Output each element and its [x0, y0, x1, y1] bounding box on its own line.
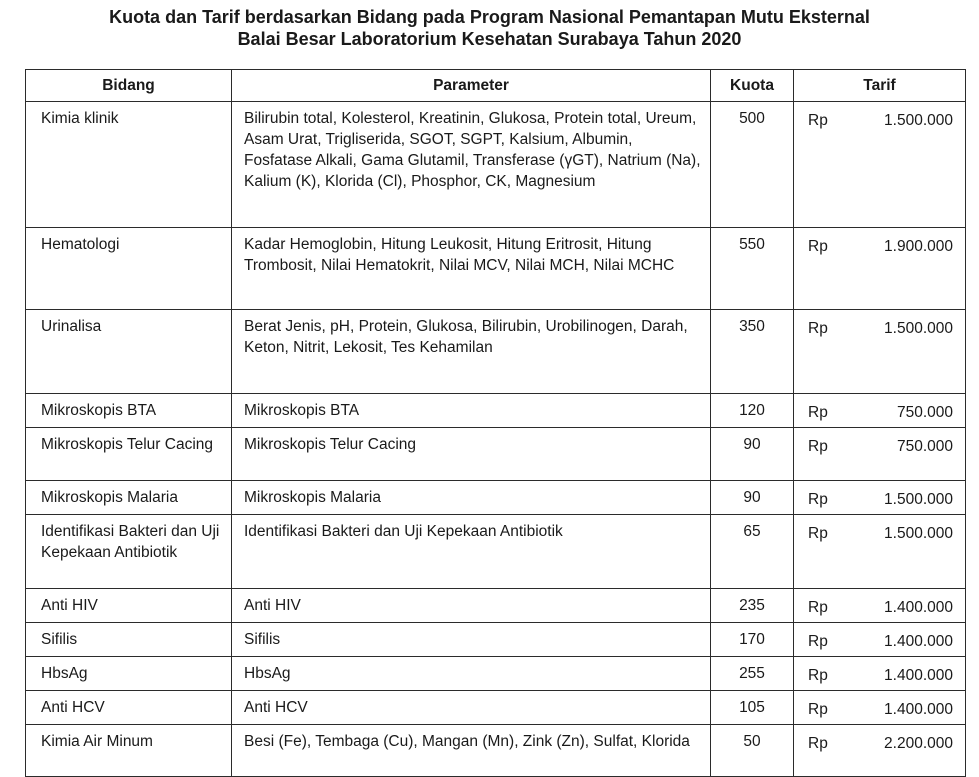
currency-label: Rp [808, 667, 828, 684]
cell-parameter: Mikroskopis Malaria [232, 481, 711, 515]
currency-label: Rp [808, 491, 828, 508]
cell-parameter: Anti HCV [232, 691, 711, 725]
currency-label: Rp [808, 404, 828, 421]
cell-kuota: 90 [711, 481, 794, 515]
cell-tarif [794, 481, 966, 515]
cell-tarif [794, 394, 966, 428]
table-row [26, 589, 966, 623]
currency-label: Rp [808, 633, 828, 650]
title-line-1: Kuota dan Tarif berdasarkan Bidang pada Program Nasional Pemantapan Mutu Eksternal [109, 7, 870, 27]
cell-bidang: Mikroskopis Malaria [26, 481, 232, 515]
document-title [0, 6, 979, 50]
cell-bidang: Kimia klinik [26, 102, 232, 228]
cell-bidang: Identifikasi Bakteri dan Uji Kepekaan Antibiotik [26, 515, 232, 589]
table-row [26, 515, 966, 589]
tarif-amount: 1.500.000 [884, 491, 953, 508]
currency-label: Rp [808, 735, 828, 752]
cell-bidang: Sifilis [26, 623, 232, 657]
currency-label: Rp [808, 701, 828, 718]
cell-tarif [794, 102, 966, 228]
header-tarif: Tarif [794, 70, 966, 102]
cell-tarif [794, 657, 966, 691]
cell-bidang: HbsAg [26, 657, 232, 691]
cell-kuota: 235 [711, 589, 794, 623]
table-row [26, 691, 966, 725]
cell-parameter: Anti HIV [232, 589, 711, 623]
table-body [26, 102, 966, 777]
header-kuota: Kuota [711, 70, 794, 102]
cell-kuota: 50 [711, 725, 794, 777]
table-row [26, 481, 966, 515]
currency-label: Rp [808, 525, 828, 542]
currency-label: Rp [808, 320, 828, 337]
cell-parameter: Bilirubin total, Kolesterol, Kreatinin, Glukosa, Protein total, Ureum, Asam Urat, Trigliserida, SGOT, SGPT, Kalsium, Albumin, Fosfatase Alkali, Gama Glutamil, Transferase (γGT), Natrium (Na), Kalium (K), Klorida (Cl), Phosphor, CK, Magnesium [232, 102, 711, 228]
currency-label: Rp [808, 438, 828, 455]
cell-bidang: Mikroskopis BTA [26, 394, 232, 428]
tarif-amount: 750.000 [896, 404, 953, 421]
cell-kuota: 120 [711, 394, 794, 428]
cell-bidang: Kimia Air Minum [26, 725, 232, 777]
quota-tariff-table [25, 69, 966, 777]
currency-label: Rp [808, 238, 828, 255]
currency-label: Rp [808, 599, 828, 616]
cell-parameter: Besi (Fe), Tembaga (Cu), Mangan (Mn), Zink (Zn), Sulfat, Klorida [232, 725, 711, 777]
table-row [26, 657, 966, 691]
table-header-row [26, 70, 966, 102]
tarif-amount: 1.400.000 [884, 599, 953, 616]
cell-tarif [794, 515, 966, 589]
tarif-amount: 750.000 [896, 438, 953, 455]
cell-kuota: 500 [711, 102, 794, 228]
cell-parameter: Kadar Hemoglobin, Hitung Leukosit, Hitung Eritrosit, Hitung Trombosit, Nilai Hematokrit, Nilai MCV, Nilai MCH, Nilai MCHC [232, 228, 711, 310]
table-row [26, 428, 966, 481]
tarif-amount: 1.900.000 [884, 238, 953, 255]
cell-parameter: Sifilis [232, 623, 711, 657]
cell-kuota: 350 [711, 310, 794, 394]
cell-tarif [794, 228, 966, 310]
table-row [26, 102, 966, 228]
table-row [26, 623, 966, 657]
cell-bidang: Hematologi [26, 228, 232, 310]
currency-label: Rp [808, 112, 828, 129]
tarif-amount: 1.400.000 [884, 701, 953, 718]
cell-parameter: Mikroskopis Telur Cacing [232, 428, 711, 481]
cell-kuota: 170 [711, 623, 794, 657]
cell-parameter: HbsAg [232, 657, 711, 691]
tarif-amount: 1.500.000 [884, 320, 953, 337]
header-parameter: Parameter [232, 70, 711, 102]
cell-kuota: 90 [711, 428, 794, 481]
cell-kuota: 550 [711, 228, 794, 310]
tarif-amount: 1.400.000 [884, 633, 953, 650]
header-bidang: Bidang [26, 70, 232, 102]
cell-tarif [794, 623, 966, 657]
cell-kuota: 65 [711, 515, 794, 589]
cell-bidang: Anti HIV [26, 589, 232, 623]
cell-tarif [794, 428, 966, 481]
table-row [26, 228, 966, 310]
tarif-amount: 1.400.000 [884, 667, 953, 684]
tarif-amount: 2.200.000 [884, 735, 953, 752]
cell-bidang: Anti HCV [26, 691, 232, 725]
cell-kuota: 255 [711, 657, 794, 691]
cell-bidang: Urinalisa [26, 310, 232, 394]
cell-kuota: 105 [711, 691, 794, 725]
tarif-amount: 1.500.000 [884, 112, 953, 129]
cell-tarif [794, 310, 966, 394]
cell-parameter: Berat Jenis, pH, Protein, Glukosa, Bilirubin, Urobilinogen, Darah, Keton, Nitrit, Lekosit, Tes Kehamilan [232, 310, 711, 394]
title-line-2: Balai Besar Laboratorium Kesehatan Surabaya Tahun 2020 [237, 29, 742, 49]
cell-parameter: Mikroskopis BTA [232, 394, 711, 428]
table-row [26, 394, 966, 428]
cell-bidang: Mikroskopis Telur Cacing [26, 428, 232, 481]
table-row [26, 310, 966, 394]
cell-parameter: Identifikasi Bakteri dan Uji Kepekaan Antibiotik [232, 515, 711, 589]
tarif-amount: 1.500.000 [884, 525, 953, 542]
cell-tarif [794, 589, 966, 623]
cell-tarif [794, 691, 966, 725]
